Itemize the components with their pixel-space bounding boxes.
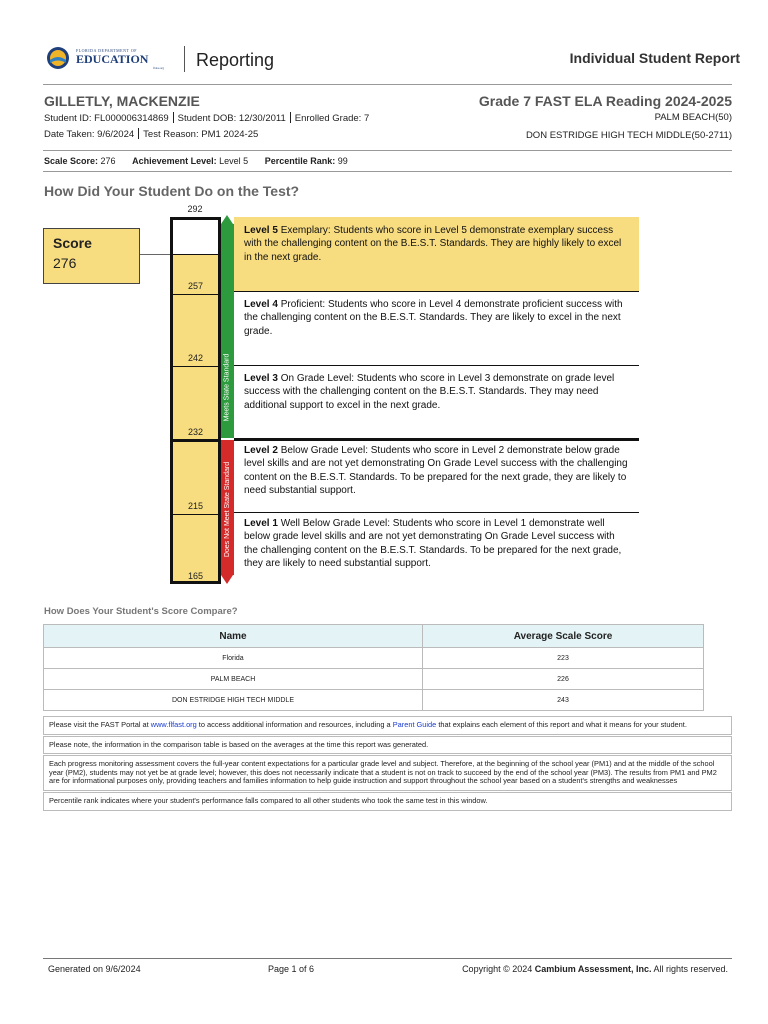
score-box-label: Score — [53, 235, 92, 251]
scale-bar — [170, 217, 221, 584]
scale-tick-label: 215 — [187, 501, 204, 511]
student-meta-line-1 — [44, 112, 369, 124]
note-progress-monitoring: Each progress monitoring assessment covers the full-year content expectations for a particular grade level and subject. Therefore, at the beginning of the school year (PM1) and at the middle of the school year (PM2), students may not yet be at grade level; however, this does not necessarily indicate that a student is not on track to succeed by the end of the school year (PM3). The results from PM1 and PM2 are for informational purposes only, providing teachers and families information to help guide instruction and support throughout the school year based on a student's strengths and weaknesses — [43, 755, 732, 791]
parent-guide-link[interactable]: Parent Guide — [392, 720, 437, 729]
section-title: How Did Your Student Do on the Test? — [44, 183, 300, 199]
table-header: Name — [44, 625, 423, 648]
compare-title: How Does Your Student's Score Compare? — [44, 606, 238, 617]
student-meta-line-2 — [44, 128, 258, 140]
divider — [43, 150, 732, 151]
note-portal: Please visit the FAST Portal at www.flfast.org to access additional information and resources, including a Parent Guide that explains each element of this report and what it means for your student. — [43, 716, 732, 735]
note-comparison: Please note, the information in the comparison table is based on the averages at the time this report was generated. — [43, 736, 732, 755]
scale-tick-label: 165 — [187, 571, 204, 581]
scale-tick-label: 232 — [187, 427, 204, 437]
score-connector — [140, 254, 170, 255]
table-header: Average Scale Score — [423, 625, 704, 648]
school: DON ESTRIDGE HIGH TECH MIDDLE(50-2711) — [525, 130, 732, 141]
table-row: DON ESTRIDGE HIGH TECH MIDDLE 243 — [44, 690, 704, 711]
florida-seal-icon — [46, 46, 70, 70]
scale-score: 276 — [100, 156, 116, 166]
student-id: Student ID: FL000006314869 — [44, 113, 169, 124]
arrow-down-icon — [221, 575, 233, 584]
score-box — [43, 228, 140, 284]
district: PALM BEACH(50) — [654, 112, 732, 123]
test-name: Grade 7 FAST ELA Reading 2024-2025 — [478, 93, 732, 109]
level-5-description: Level 5 Exemplary: Students who score in Level 5 demonstrate exemplary success with the challenging content on the B.E.S.T. Standards. They are highly likely to excel in the next grade. — [234, 217, 639, 291]
logo-divider — [184, 46, 185, 72]
percentile-rank: 99 — [337, 156, 348, 166]
test-reason: Test Reason: PM1 2024-25 — [143, 129, 259, 140]
generated-date: Generated on 9/6/2024 — [48, 964, 141, 974]
comparison-table — [43, 624, 704, 711]
arrow-up-icon — [221, 215, 233, 224]
table-row: Florida 223 — [44, 648, 704, 669]
scale-above-score — [173, 220, 218, 255]
enrolled-grade: Enrolled Grade: 7 — [294, 113, 370, 124]
report-header — [46, 44, 740, 78]
achievement-level: Level 5 — [219, 156, 249, 166]
meets-standard-label: Meets State Standard — [223, 353, 231, 422]
app-name: Reporting — [196, 50, 275, 70]
level-3-description: Level 3 On Grade Level: Students who score in Level 3 demonstrate on grade level success with the challenging content on the B.E.S.T. Standards. They may need additional support to excel in the next grade. — [244, 373, 615, 411]
page-number: Page 1 of 6 — [268, 964, 315, 974]
report-title: Individual Student Report — [569, 50, 740, 66]
doe-logo: FLORIDA DEPARTMENT OF EDUCATION fldoe.org — [76, 48, 164, 70]
level-2-description: Level 2 Below Grade Level: Students who score in Level 2 demonstrate below grade level skills and are not yet demonstrating On Grade Level success with the challenging content on the B.E.S.T. Standards. To be prepared for the next grade, they are likely to need substantial support. — [244, 445, 628, 496]
divider — [43, 171, 732, 172]
scale-tick-label: 242 — [187, 353, 204, 363]
not-meets-standard-label: Does Not Meet State Standard — [224, 461, 231, 558]
scale-max: 292 — [187, 204, 203, 214]
student-name: GILLETLY, MACKENZIE — [44, 93, 200, 109]
score-box-value: 276 — [53, 255, 77, 271]
footer-divider — [43, 958, 732, 959]
date-taken: Date Taken: 9/6/2024 — [44, 129, 135, 140]
score-summary: Scale Score: 276 Achievement Level: Level 5 Percentile Rank: 99 — [44, 156, 348, 166]
student-dob: Student DOB: 12/30/2011 — [177, 113, 286, 124]
note-percentile: Percentile rank indicates where your student's performance falls compared to all other students who took the same test in this window. — [43, 792, 732, 811]
copyright: Copyright © 2024 Cambium Assessment, Inc. All rights reserved. — [462, 964, 728, 974]
divider — [43, 84, 732, 85]
fast-portal-link[interactable]: www.flfast.org — [150, 720, 197, 729]
table-row: PALM BEACH 226 — [44, 669, 704, 690]
level-1-description: Level 1 Well Below Grade Level: Students who score in Level 1 demonstrate well below grade level skills and are not yet demonstrating On Grade Level success with the challenging content on the B.E.S.T. Standards. To be prepared for the next grade, they are likely to need substantial support. — [244, 518, 622, 569]
level-4-description: Level 4 Proficient: Students who score in Level 4 demonstrate proficient success with the challenging content on the B.E.S.T. Standards. They are likely to excel in the next grade. — [244, 299, 623, 337]
scale-tick-label: 257 — [187, 281, 204, 291]
notes — [43, 716, 732, 812]
